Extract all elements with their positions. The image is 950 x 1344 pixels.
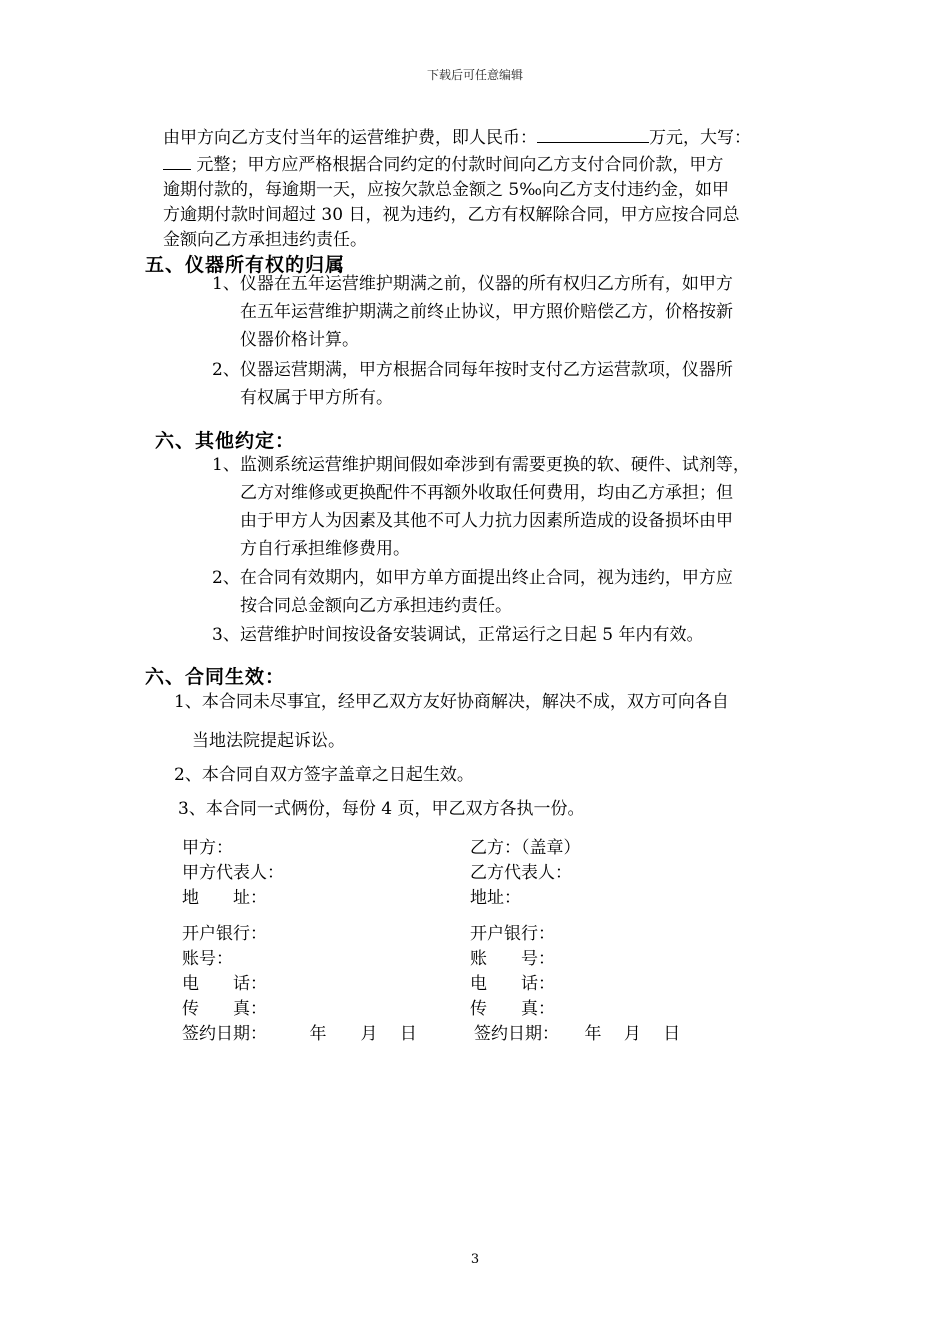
party-b-account: 账 号： [470,949,555,969]
payment-text-unit: 万元，大写： [649,128,751,148]
section-6-item-1-line-2: 乙方对维修或更换配件不再额外收取任何费用，均由乙方承担；但 [240,483,733,503]
payment-line-3: 逾期付款的，每逾期一天，应按欠款总金额之 5‰向乙方支付违约金，如甲 [163,180,730,200]
party-a-account: 账号： [182,949,233,969]
party-a-label: 甲方： [182,838,233,858]
party-b-address: 地址： [470,888,521,908]
party-b-phone: 电 话： [470,974,555,994]
party-a-sign-date: 签约日期： 年 月 日 [182,1024,417,1044]
party-b-bank: 开户银行： [470,924,555,944]
effect-item-1-line-1: 1、本合同未尽事宜，经甲乙双方友好协商解决，解决不成，双方可向各自 [174,692,729,712]
amount-blank [537,124,649,143]
payment-line-2 [163,151,813,178]
page-header-note: 下载后可任意编辑 [426,68,523,82]
section-5-title: 五、仪器所有权的归属 [145,254,346,276]
party-a-representative: 甲方代表人： [182,863,284,883]
section-6-item-2-line-2: 按合同总金额向乙方承担违约责任。 [240,596,512,616]
payment-text: 由甲方向乙方支付当年的运营维护费，即人民币： [163,128,537,148]
payment-text: 元整；甲方应严格根据合同约定的付款时间向乙方支付合同价款，甲方 [196,155,724,175]
section-5-item-1-line-2: 在五年运营维护期满之前终止协议，甲方照价赔偿乙方，价格按新 [240,302,733,322]
section-6-item-1-line-1: 1、监测系统运营维护期间假如牵涉到有需要更换的软、硬件、试剂等， [212,455,750,475]
section-5-item-2-line-2: 有权属于甲方所有。 [240,388,393,408]
effect-item-2: 2、本合同自双方签字盖章之日起生效。 [174,765,474,785]
effect-item-1-line-2: 当地法院提起诉讼。 [192,731,345,751]
party-b-label: 乙方：（盖章） [470,838,581,858]
party-b-sign-date: 签约日期： 年 月 日 [474,1024,681,1044]
party-a-phone: 电 话： [182,974,267,994]
payment-line-5: 金额向乙方承担违约责任。 [163,230,367,250]
section-6-item-1-line-4: 方自行承担维修费用。 [240,539,410,559]
payment-line-4: 方逾期付款时间超过 30 日，视为违约，乙方有权解除合同，甲方应按合同总 [163,205,740,225]
amount-words-blank [163,151,191,170]
party-b-representative: 乙方代表人： [470,863,572,883]
section-6-other-title: 六、其他约定： [155,430,296,452]
party-a-bank: 开户银行： [182,924,267,944]
effect-item-3: 3、本合同一式俩份，每份 4 页，甲乙双方各执一份。 [178,799,585,819]
payment-line-1 [163,124,813,151]
section-5-item-2-line-1: 2、仪器运营期满，甲方根据合同每年按时支付乙方运营款项，仪器所 [212,360,733,380]
section-5-item-1-line-1: 1、仪器在五年运营维护期满之前，仪器的所有权归乙方所有，如甲方 [212,274,733,294]
page-number: 3 [470,1252,480,1267]
section-6-item-3: 3、运营维护时间按设备安装调试，正常运行之日起 5 年内有效。 [212,625,704,645]
party-b-fax: 传 真： [470,999,555,1019]
section-5-item-1-line-3: 仪器价格计算。 [240,330,359,350]
party-a-fax: 传 真： [182,999,267,1019]
payment-clause [163,124,813,253]
section-6-item-2-line-1: 2、在合同有效期内，如甲方单方面提出终止合同，视为违约，甲方应 [212,568,733,588]
section-6-effect-title: 六、合同生效： [145,666,286,688]
party-a-address: 地 址： [182,888,267,908]
section-6-item-1-line-3: 由于甲方人为因素及其他不可人力抗力因素所造成的设备损坏由甲 [240,511,733,531]
